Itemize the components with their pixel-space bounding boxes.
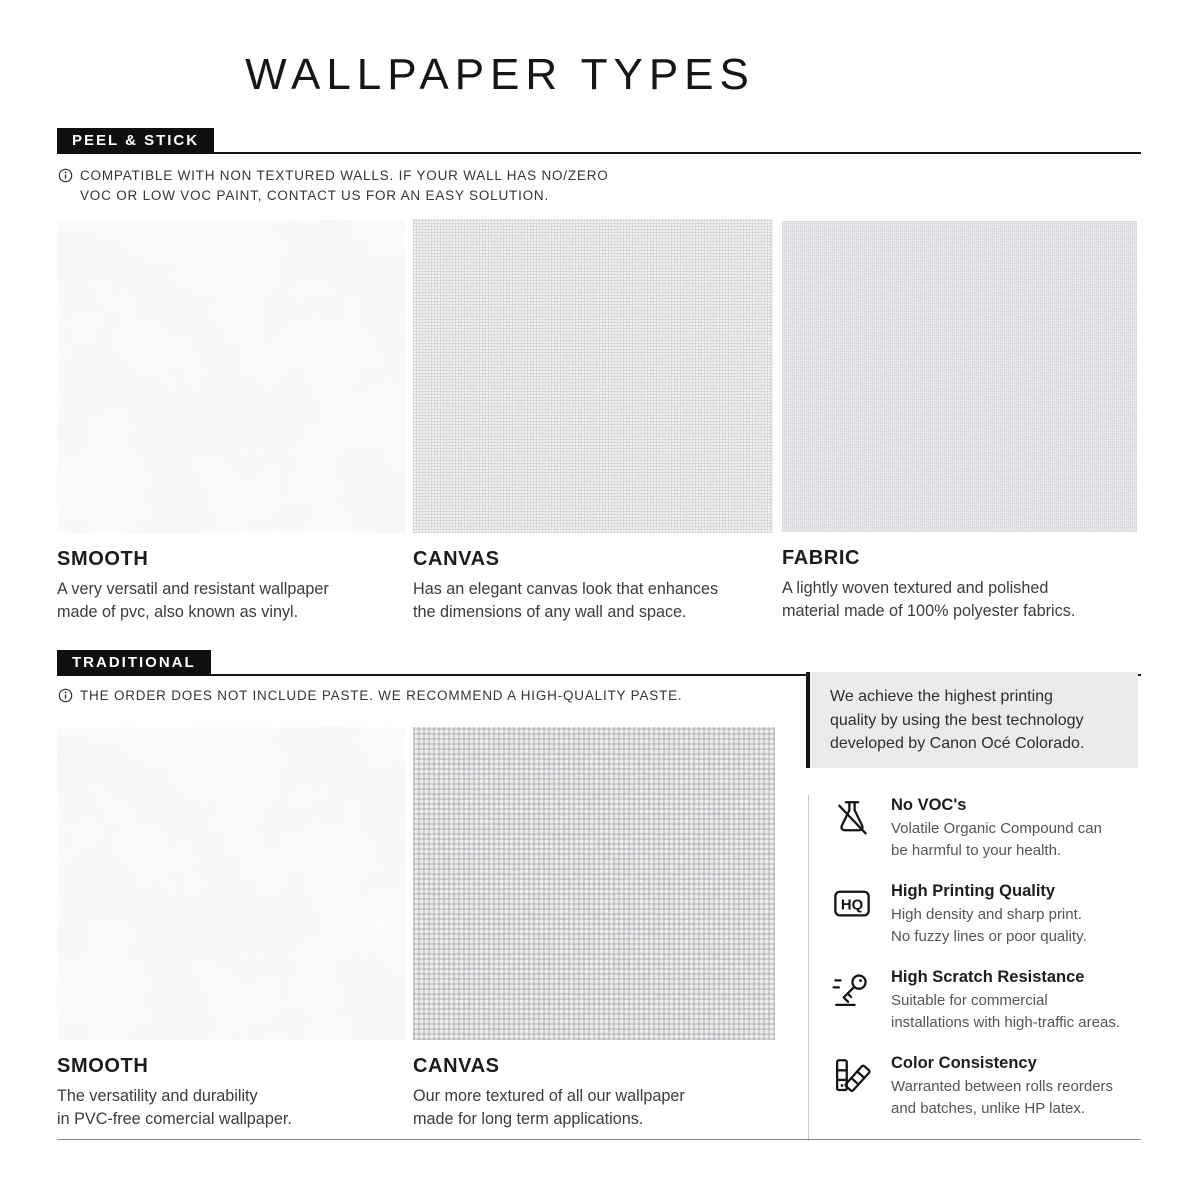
feature-high-scratch-resistance — [831, 967, 1131, 1033]
statement-line: quality by using the best technology — [830, 711, 1084, 729]
desc-line: the dimensions of any wall and space. — [413, 603, 687, 621]
desc-line: made of pvc, also known as vinyl. — [57, 603, 299, 621]
feature-text — [891, 881, 1087, 947]
swatch-title: SMOOTH — [57, 548, 149, 570]
swatch-card-traditional-smooth — [57, 727, 405, 1131]
feature-desc-line: Suitable for commercial — [891, 992, 1048, 1009]
feature-high-printing-quality — [831, 881, 1131, 947]
info-circle-icon — [58, 688, 73, 703]
swatch-description — [57, 1085, 405, 1131]
peel-stick-note — [58, 166, 609, 206]
coarse-canvas-texture-sample — [413, 727, 775, 1040]
feature-desc-line: installations with high-traffic areas. — [891, 1013, 1120, 1031]
swatch-title: CANVAS — [413, 548, 500, 570]
peel-stick-section-label: PEEL & STICK — [57, 128, 214, 153]
note-line: VOC OR LOW VOC PAINT, CONTACT US FOR AN EASY SOLUTION. — [80, 188, 550, 203]
bottom-divider-rule — [57, 1139, 1141, 1140]
feature-title: High Scratch Resistance — [891, 968, 1085, 986]
feature-title: Color Consistency — [891, 1054, 1037, 1072]
feature-desc-line: No fuzzy lines or poor quality. — [891, 927, 1087, 945]
feature-title: High Printing Quality — [891, 882, 1056, 900]
desc-line: A lightly woven textured and polished — [782, 579, 1049, 597]
feature-text — [891, 1053, 1113, 1119]
info-circle-icon — [58, 168, 73, 183]
desc-line: The versatility and durability — [57, 1087, 258, 1105]
note-line: THE ORDER DOES NOT INCLUDE PASTE. WE RECOMMEND A HIGH-QUALITY PASTE. — [80, 688, 683, 703]
traditional-note — [58, 686, 682, 706]
feature-desc — [891, 1076, 1113, 1119]
desc-line: made for long term applications. — [413, 1110, 644, 1128]
scratch-resistance-key-icon — [831, 969, 873, 1011]
feature-no-voc — [831, 795, 1131, 861]
feature-desc — [891, 990, 1120, 1033]
printing-quality-statement-box — [806, 672, 1138, 768]
smooth-texture-sample — [57, 220, 405, 533]
feature-desc — [891, 818, 1102, 861]
feature-text — [891, 967, 1120, 1033]
color-swatchbook-icon — [831, 1055, 873, 1097]
peel-stick-section-rule — [57, 128, 1141, 154]
statement-line: We achieve the highest printing — [830, 688, 1053, 705]
swatch-card-traditional-canvas — [413, 727, 775, 1131]
swatch-description — [413, 1085, 775, 1131]
statement-line: developed by Canon Océ Colorado. — [830, 735, 1085, 752]
fabric-texture-sample — [782, 221, 1137, 532]
feature-title: No VOC's — [891, 796, 967, 814]
feature-desc-line: and batches, unlike HP latex. — [891, 1099, 1086, 1117]
feature-desc-line: Volatile Organic Compound can — [891, 820, 1102, 837]
traditional-note-text — [80, 686, 682, 706]
swatch-description — [413, 578, 773, 624]
feature-text — [891, 795, 1102, 861]
feature-desc-line: Warranted between rolls reorders — [891, 1078, 1114, 1095]
swatch-description — [782, 577, 1137, 623]
swatch-card-peel-smooth — [57, 220, 405, 624]
desc-line: Has an elegant canvas look that enhances — [413, 580, 719, 598]
desc-line: Our more textured of all our wallpaper — [413, 1087, 685, 1105]
feature-color-consistency — [831, 1053, 1131, 1119]
swatch-title: FABRIC — [782, 547, 861, 569]
no-voc-flask-icon — [831, 797, 873, 839]
hq-badge-icon — [831, 883, 873, 925]
swatch-card-peel-fabric — [782, 221, 1137, 623]
note-line: COMPATIBLE WITH NON TEXTURED WALLS. IF YOUR WALL HAS NO/ZERO — [80, 168, 609, 183]
swatch-title: CANVAS — [413, 1055, 500, 1077]
desc-line: material made of 100% polyester fabrics. — [782, 602, 1076, 620]
page-title: WALLPAPER TYPES — [245, 50, 755, 99]
feature-list — [808, 795, 1140, 1141]
desc-line: A very versatil and resistant wallpaper — [57, 580, 329, 598]
canvas-texture-sample — [413, 219, 773, 533]
desc-line: in PVC-free comercial wallpaper. — [57, 1110, 292, 1128]
feature-desc — [891, 904, 1087, 947]
smooth-texture-sample — [57, 727, 405, 1040]
swatch-title: SMOOTH — [57, 1055, 149, 1077]
swatch-description — [57, 578, 405, 624]
swatch-card-peel-canvas — [413, 219, 773, 624]
feature-desc-line: High density and sharp print. — [891, 906, 1082, 923]
svg-text:HQ: HQ — [840, 897, 864, 914]
feature-desc-line: be harmful to your health. — [891, 841, 1062, 859]
peel-stick-note-text — [80, 166, 609, 206]
traditional-section-label: TRADITIONAL — [57, 650, 211, 675]
